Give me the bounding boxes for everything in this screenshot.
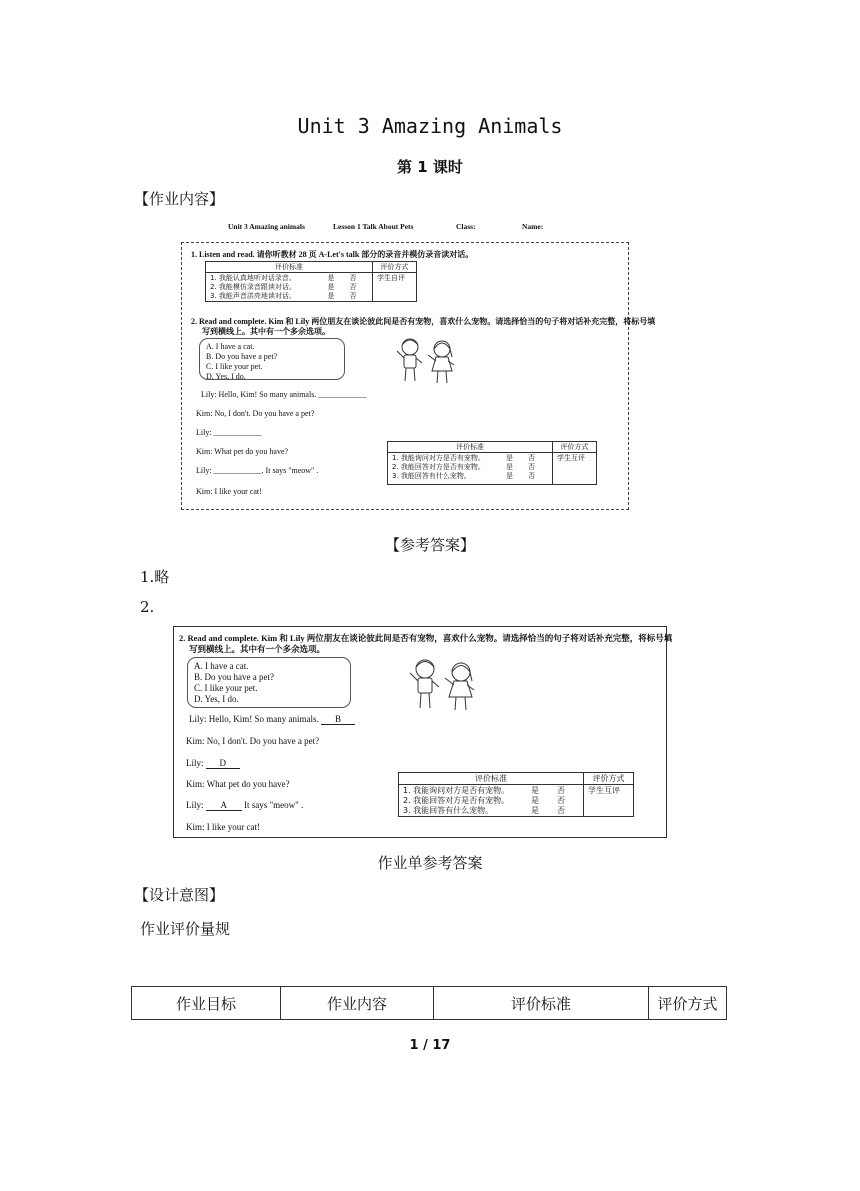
ws-options-box — [199, 338, 345, 380]
ws-option: C. I like your pet. — [206, 362, 263, 371]
ws-q1-text: 1. Listen and read. 请你听教材 28 页 A-Let's talk 部分的录音并模仿录音读对话。 — [191, 250, 474, 259]
as-dialog-line: Kim: What pet do you have? — [186, 779, 290, 789]
ws-q2-criteria-header: 评价标准 — [388, 442, 553, 453]
ws-q1-table — [205, 261, 417, 302]
as-dialog-line: Lily: D — [186, 758, 240, 769]
rubric-header-goal: 作业目标 — [132, 987, 281, 1020]
as-table-row: 1. 我能询问对方是否有宠物。 是 否 — [403, 786, 565, 795]
ws-q2-method: 学生互评 — [553, 453, 597, 485]
as-q2-line1: 2. Read and complete. Kim 和 Lily 两位朋友在谈论彼此间是否有宠物，喜欢什么宠物。请选择恰当的句子将对话补充完整，将标号填 — [179, 633, 673, 643]
as-options-box — [187, 657, 351, 708]
page-number: 1 / 17 — [409, 1038, 451, 1053]
as-dialog-line: Lily: Hello, Kim! So many animals. B — [189, 714, 355, 725]
ws-q2-row: 2. 我能回答对方是否有宠物。 是 否 — [392, 463, 535, 471]
as-table — [398, 772, 634, 817]
ws-header-class: Class: — [456, 222, 476, 231]
as-option: C. I like your pet. — [194, 683, 258, 693]
rubric-header-content: 作业内容 — [281, 987, 434, 1020]
rubric-header-criteria: 评价标准 — [434, 987, 649, 1020]
ws-q2-method-header: 评价方式 — [553, 442, 597, 453]
ws-header-lesson: Lesson 1 Talk About Pets — [333, 222, 414, 231]
ws-dialog-line: Kim: I like your cat! — [196, 487, 262, 496]
ws-header-name: Name: — [522, 222, 544, 231]
as-table-row: 2. 我能回答对方是否有宠物。 是 否 — [403, 796, 565, 805]
ws-dialog-line: Lily: Hello, Kim! So many animals. ____________ — [201, 390, 367, 399]
ws-dialog-line: Lily: ____________ — [196, 428, 262, 437]
kids-illustration — [392, 335, 464, 385]
ws-option: A. I have a cat. — [206, 342, 255, 351]
answer-2: 2. — [140, 598, 155, 616]
as-criteria-header: 评价标准 — [399, 773, 584, 785]
ws-q1-row: 1. 我能认真地听对话录音。 是 否 — [210, 274, 357, 282]
ws-option: D. Yes, I do. — [206, 372, 246, 381]
answer-heading: 【参考答案】 — [384, 536, 475, 554]
ws-header-unit: Unit 3 Amazing animals — [228, 222, 305, 231]
lesson-subtitle: 第 1 课时 — [397, 158, 463, 176]
kids-illustration — [405, 656, 485, 712]
as-option: A. I have a cat. — [194, 661, 249, 671]
as-dialog-line: Kim: No, I don't. Do you have a pet? — [186, 736, 320, 746]
as-method-header: 评价方式 — [584, 773, 634, 785]
ws-q2-row: 1. 我能询问对方是否有宠物。 是 否 — [392, 454, 535, 462]
ws-dialog-line: Kim: No, I don't. Do you have a pet? — [196, 409, 315, 418]
rubric-heading: 作业评价量规 — [140, 920, 231, 938]
ws-dialog-line: Kim: What pet do you have? — [196, 447, 289, 456]
ws-dialog-line: Lily: ____________. It says "meow" . — [196, 466, 319, 475]
as-answer-blank: A — [206, 800, 242, 811]
as-method: 学生互评 — [584, 785, 634, 817]
as-dialog-line: Kim: I like your cat! — [186, 822, 260, 832]
answer-caption: 作业单参考答案 — [377, 854, 483, 872]
as-option: B. Do you have a pet? — [194, 672, 274, 682]
ws-option: B. Do you have a pet? — [206, 352, 278, 361]
as-answer-blank: D — [206, 758, 240, 769]
as-option: D. Yes, I do. — [194, 694, 239, 704]
homework-heading: 【作业内容】 — [134, 190, 225, 208]
ws-q1-method: 学生自评 — [373, 273, 417, 302]
design-heading: 【设计意图】 — [134, 886, 225, 904]
ws-q2-table — [387, 441, 597, 485]
page-title: Unit 3 Amazing Animals — [297, 114, 563, 138]
answer-1: 1.略 — [140, 568, 170, 586]
as-table-row: 3. 我能回答有什么宠物。 是 否 — [403, 806, 565, 815]
ws-q2-line1: 2. Read and complete. Kim 和 Lily 两位朋友在谈论彼此间是否有宠物，喜欢什么宠物。请选择恰当的句子将对话补充完整，将标号填 — [191, 317, 656, 326]
ws-q2-row: 3. 我能回答有什么宠物。 是 否 — [392, 472, 535, 480]
as-q2-line2: 写到横线上。其中有一个多余选项。 — [189, 644, 326, 654]
ws-q1-method-header: 评价方式 — [373, 262, 417, 273]
as-dialog-line: Lily: A It says "meow" . — [186, 800, 304, 810]
ws-q1-criteria-header: 评价标准 — [206, 262, 373, 273]
as-answer-blank: B — [321, 714, 355, 725]
rubric-header-method: 评价方式 — [649, 987, 727, 1020]
ws-q1-row: 3. 我能声音洪亮地读对话。 是 否 — [210, 292, 357, 300]
ws-q2-line2: 写到横线上。其中有一个多余选项。 — [202, 327, 330, 336]
rubric-table — [131, 986, 727, 1020]
ws-q1-row: 2. 我能模仿录音跟读对话。 是 否 — [210, 283, 357, 291]
